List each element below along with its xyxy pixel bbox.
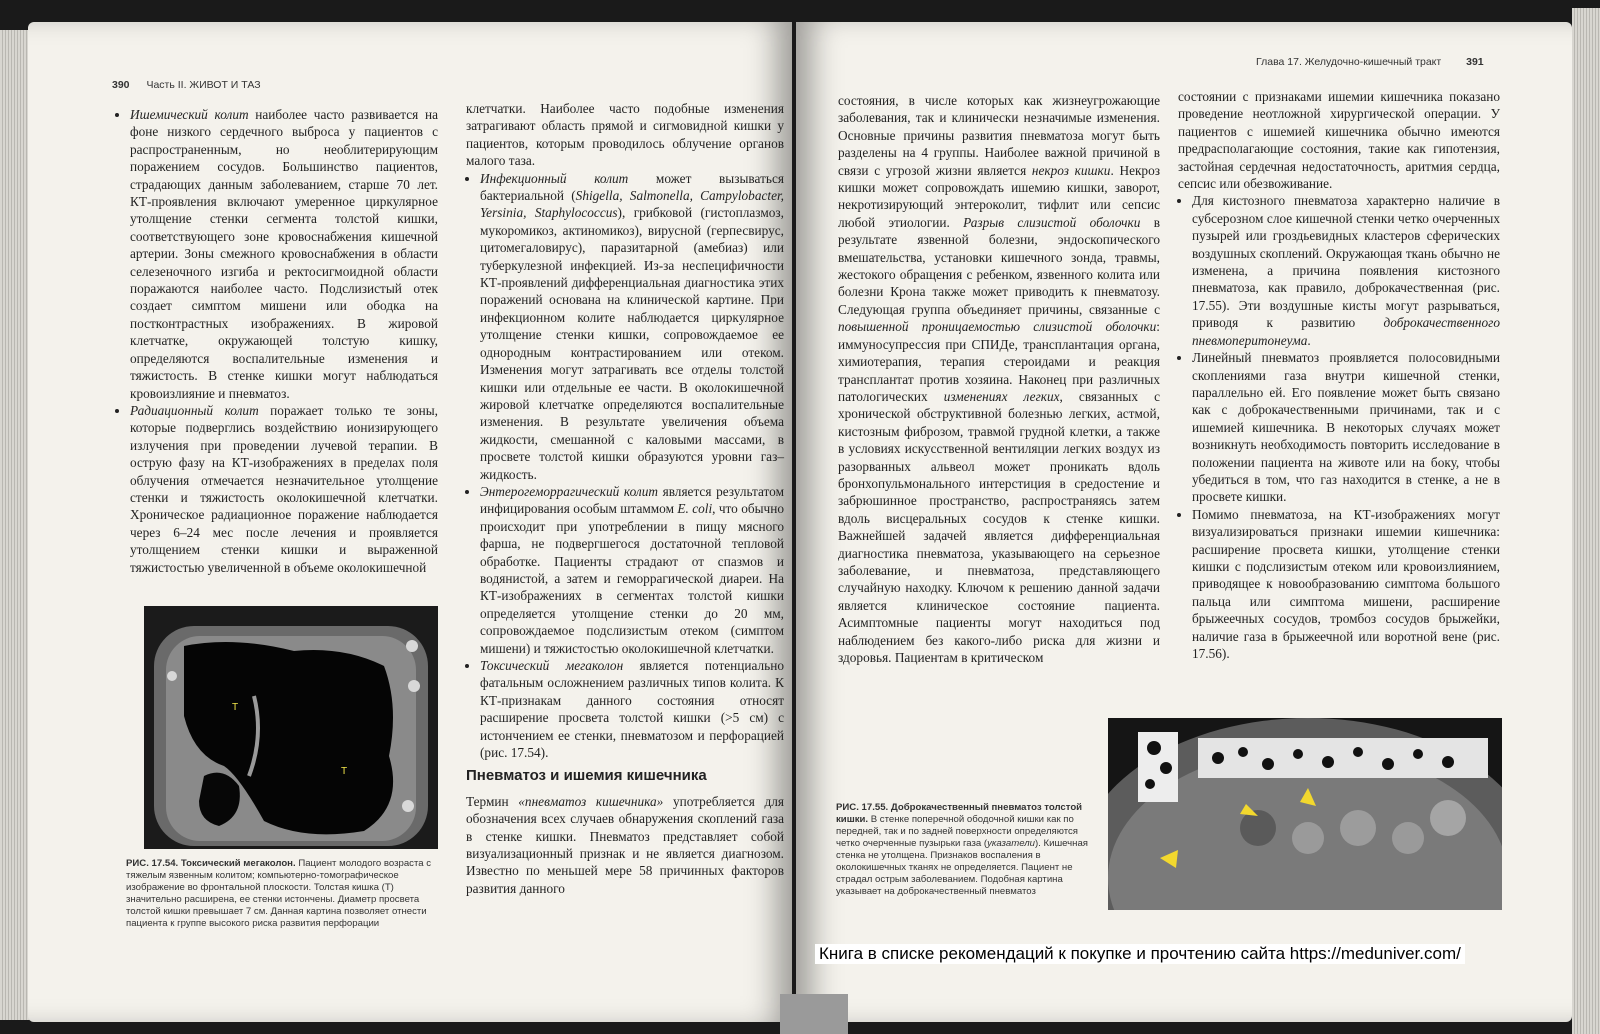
figure-label-t-2: T <box>341 766 348 777</box>
right-page <box>796 22 1572 1022</box>
page-edges-left <box>0 30 30 1020</box>
pneumatosis-causes-paragraph: состояния, в числе которых как жизнеугрожающие заболевания, так и клинически незначимые изменения. Основные причины развития пневматоза могут быть разделены на 4 группы. Наиболее важной причиной в связи с угрозой жизни является некроз кишки. Некроз кишки может сопровождать ишемию кишки, заворот, некротизирующий энтероколит, тифлит или сепсис любой этиологии. Разрыв слизистой оболочки в результате язвенной болезни, эндоскопического вмешательства, установки кишечного зонда, травмы, жестокого обращения с ребенком, язвенного колита или болезни Крона также может приводить к пневматозу. Следующая группа объединяет причины, связанные с повышенной проницаемостью слизистой оболочки: иммуносупрессия при СПИДе, трансплантация органа, химиотерапия, терапия стероидами и реакция трансплантат против хозяина. Наконец при различных патологических изменениях легких, связанных с хронической обструктивной болезнью легких, астмой, кистозным фиброзом, травмой грудной клетки, а также в условиях искусственной вентиляции легких воздух из разорванных альвеол может проникать вдоль бронхопульмонального интерстиция в средостение и забрюшинное пространство, распространяясь затем вдоль висцеральных сосудов к стенке кишки. Важнейшей задачей является дифференциальная диагностика пневматоза, указывающего на серьезное заболевание, и пневматоза, представляющего случайную находку. Ключом к решению данной задачи является клиническое состояние пациента. Асимптомные пациенты могут находиться под наблюдением без какого-либо риска для жизни и здоровья. Пациентам в критическом <box>838 93 1160 665</box>
bullet-ischemia-signs: • Помимо пневматоза, на КТ-изображениях могут визуализироваться признаки ишемии кишечника: расширение просвета кишки, утолщение стенки кишки с подслизистым отеком или кровоизлиянием, приводящее к новообразованию симптома большого пальца или симптома мишени, расширение брыжеечных сосудов, тромбоз сосудов брыжейки, наличие газа в брыжеечной или воротной вене (рис. 17.56). <box>1192 506 1500 663</box>
ischemia-continuation: состоянии с признаками ишемии кишечника показано проведение неотложной хирургической операции. У пациентов с ишемией кишечника обычно имеются предрасполагающие состояния, такие как гипотензия, застойная сердечная недостаточность, аритмия сердца, сепсис или обезвоживание. <box>1178 89 1500 192</box>
figure-17-55-caption: РИС. 17.55. Доброкачественный пневматоз толстой кишки. В стенке поперечной ободочной кишки как по передней, так и по задней поверхности определяются четко очерченные пузырьки газа (указатели). Кишечная стенка не утолщена. Признаков воспаления в околокишечных тканях не определяется. Пациент не страдал острым заболеванием. Подобная картина указывает на доброкачественный пневматоз <box>836 802 1088 897</box>
bullet-toxic-megacolon: • Токсический мегаколон является потенциально фатальным осложнением различных типов колита. К КТ-признакам данного состояния относят расширение просвета толстой кишки (>5 см) с истончением ее стенки, пневматозом и перфорацией (рис. 17.54). <box>480 657 784 761</box>
left-running-head-text: Часть II. ЖИВОТ И ТАЗ <box>146 79 261 91</box>
bullet-radiation-colitis: • Радиационный колит поражает только те зоны, которые подверглись воздействию ионизирующего излучения при проведении лучевой терапии. В острую фазу на КТ-изображениях в пределах поля облучения отмечается незначительное утолщение стенки и тяжистость околокишечной клетчатки. Хроническое радиационное поражение наблюдается через 6–24 мес после лечения и проявляется утолщением стенки кишки и выраженной тяжистостью увеличенной в объеме околокишечной <box>130 402 438 576</box>
figure-17-54-caption: РИС. 17.54. Токсический мегаколон. Пациент молодого возраста с тяжелым язвенным колитом; компьютерно-томографическое изображение во фронтальной плоскости. Толстая кишка (T) значительно расширена, ее стенки истончены. Диаметр просвета толстой кишки превышает 7 см. Данная картина позволяет отнести пациента к группе высокого риска развития перфорации <box>126 858 432 929</box>
left-column-1 <box>116 106 438 576</box>
right-page-number: 391 <box>1466 56 1484 68</box>
right-column-2 <box>1178 88 1500 662</box>
section-paragraph: Термин «пневматоз кишечника» употребляется для обозначения всех случаев обнаружения скоплений газа в стенке кишки. Пневматоз представляет собой визуализационный признак и не является диагнозом. Известно по меньшей мере 58 причинных факторов развития данного <box>466 793 784 896</box>
left-page-number: 390 <box>112 79 130 91</box>
right-running-head-text: Глава 17. Желудочно-кишечный тракт <box>1256 56 1442 68</box>
figure-17-55-ct-image <box>1108 718 1502 910</box>
right-column-1 <box>838 92 1160 666</box>
continuation-text: клетчатки. Наиболее часто подобные изменения затрагивают область прямой и сигмовидной кишки у пациентов, которым проводилось облучение органов малого таза. <box>466 101 784 169</box>
left-column-2 <box>466 100 784 897</box>
page-edges-right <box>1572 8 1600 1034</box>
bullet-ischemic-colitis: • Ишемический колит наиболее часто развивается на фоне низкого сердечного выброса у пациентов с распространенным, но необлитерирующим поражением сосудов. Большинство пациентов, страдающих данным заболеванием, старше 70 лет. КТ-проявления включают умеренное циркулярное утолщение стенки сегмента толстой кишки, соответствующего зоне кровоснабжения кишечной артерии. Зоны смежного кровоснабжения в области селезеночного изгиба и ректосигмоидной области поражаются наиболее часто. Подслизистый отек создает симптом мишени или ободка на постконтрастных изображениях. В жировой клетчатке, окружающей толстую кишку, определяются воспалительные изменения и тяжистость. В стенке кишки могут наблюдаться кровоизлияние и пневматоз. <box>130 106 438 402</box>
ct-coronal-illustration <box>144 606 438 849</box>
figure-label-t-1: T <box>232 702 239 713</box>
left-page <box>28 22 792 1022</box>
bullet-cystic-pneumatosis: • Для кистозного пневматоза характерно наличие в субсерозном слое кишечной стенки четко очерченных пузырей или гроздьевидных кластеров сферических воздушных скоплений. Окружающая ткань обычно не изменена, а причина появления кистозного пневматоза, как правило, доброкачественная (рис. 17.55). Эти воздушные кисты могут разрываться, приводя к развитию доброкачественного пневмоперитонеума. <box>1192 192 1500 349</box>
ct-axial-illustration <box>1108 718 1502 910</box>
section-heading: Пневматоз и ишемия кишечника <box>466 767 707 785</box>
bullet-linear-pneumatosis: • Линейный пневматоз проявляется полосовидными скоплениями газа внутри кишечной стенки, параллельно ей. Его появление может быть связано как с доброкачественными причинами, так и с ишемией кишечника. В некоторых случаях может возникнуть необходимость повторить исследование в положении пациента на животе или на боку, чтобы убедиться в том, что газ находится в стенке, а не в просвете кишки. <box>1192 349 1500 506</box>
site-recommendation-note: Книга в списке рекомендаций к покупке и прочтению сайта https://meduniver.com/ <box>815 944 1465 964</box>
gutter-tab <box>780 994 848 1034</box>
left-running-head <box>112 79 261 91</box>
right-running-head <box>1256 56 1498 68</box>
bullet-enterohemorrhagic-colitis: • Энтерогеморрагический колит является результатом инфицирования особым штаммом E. coli, что обычно происходит при употреблении в пищу мясного фарша, не подвергшегося достаточной тепловой обработке. Пациенты страдают от спазмов и водянистой, а затем и геморрагической диареи. На КТ-изображениях в сегментах толстой кишки определяется утолщение стенки до 20 мм, сопровождаемое подслизистым отеком (симптом мишени) и тяжистостью околокишечной клетчатки. <box>480 483 784 657</box>
bullet-infectious-colitis: • Инфекционный колит может вызываться бактериальной (Shigella, Salmonella, Campylobacter, Yersinia, Staphylococcus), грибковой (гистоплазмоз, мукоромикоз, актиномикоз), вирусной (герпесвирус, цитомегаловирус), паразитарной (амебиаз) или туберкулезной инфекцией. Из-за неспецифичности КТ-проявлений дифференциальная диагностика этих поражений основана на клинической картине. При инфекционном колите наблюдается циркулярное утолщение стенки кишки, сопровождаемое ее однородным контрастированием или отеком. Изменения могут затрагивать все отделы толстой кишки или отдельные ее части. В околокишечной жировой клетчатке определяются воспалительные изменения. В результате увеличения объема жидкости, смешанной с каловыми массами, в просвете толстой кишки образуются уровни газ–жидкость. <box>480 170 784 483</box>
figure-17-54-ct-image <box>144 606 438 849</box>
